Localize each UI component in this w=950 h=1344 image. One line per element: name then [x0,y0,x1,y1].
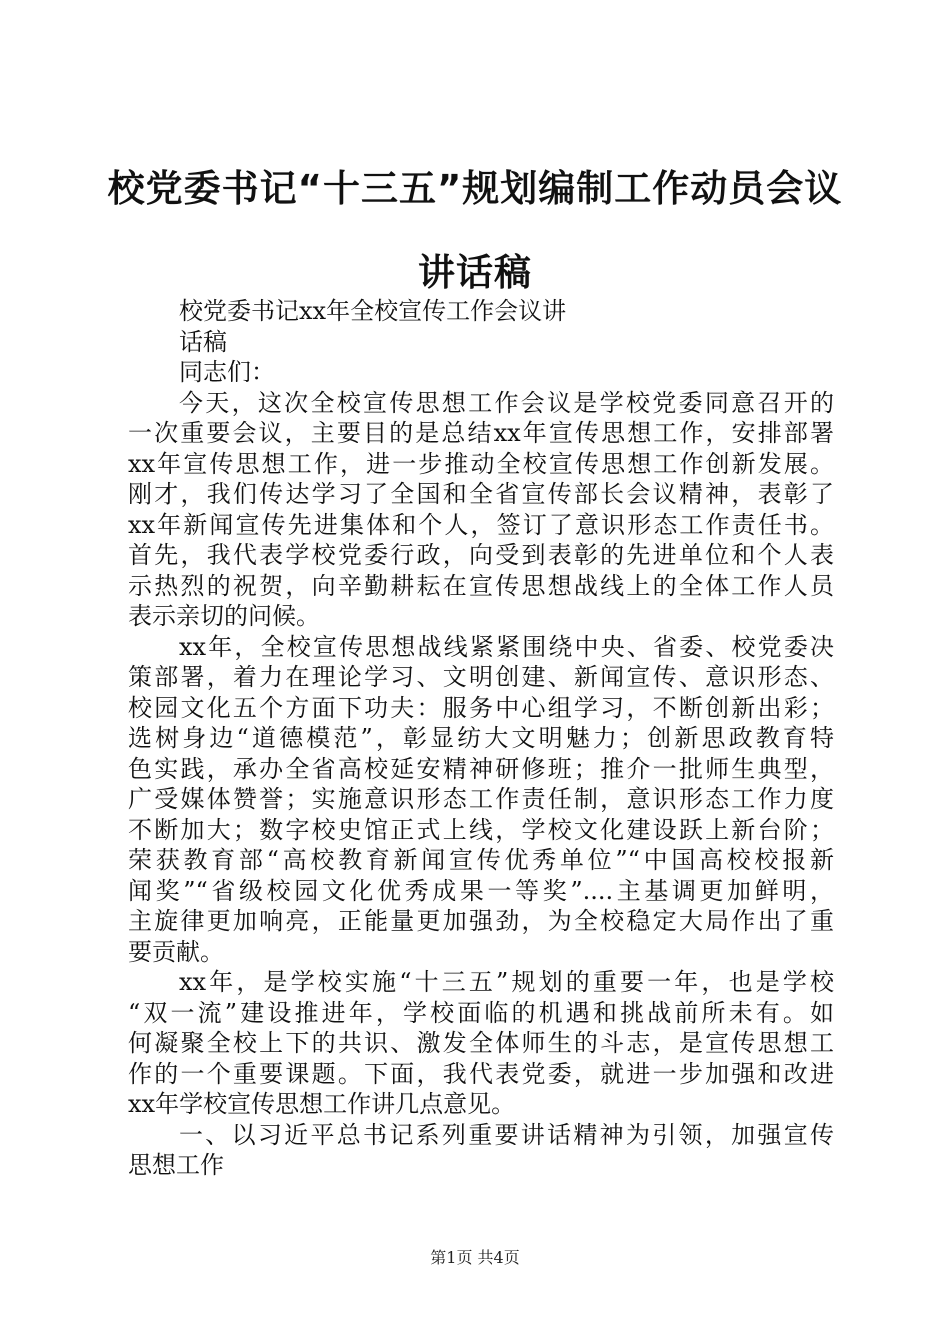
body-line: 一次重要会议，主要目的是总结xx年宣传思想工作，安排部署 [128,419,834,447]
page-footer: 第1页 共4页 [430,1248,520,1267]
body-line: xx年，是学校实施“十三五”规划的重要一年，也是学校 [179,968,834,996]
body-line: 示热烈的祝贺，向辛勤耕耘在宣传思想战线上的全体工作人员 [128,571,834,600]
body-line: 一、以习近平总书记系列重要讲话精神为引领，加强宣传 [179,1120,834,1149]
body-line: “双一流”建设推进年，学校面临的机遇和挑战前所未有。如 [128,998,834,1027]
document-title-line-2: 讲话稿 [418,251,532,294]
body-line: 何凝聚全校上下的共识、激发全体师生的斗志，是宣传思想工 [128,1029,834,1057]
body-line: 闻奖”“省级校园文化优秀成果一等奖”....主基调更加鲜明， [128,876,834,905]
body-line: 荣获教育部“高校教育新闻宣传优秀单位”“中国高校校报新 [128,846,834,874]
body-line: 不断加大；数字校史馆正式上线，学校文化建设跃上新台阶； [128,815,834,844]
body-line: 思想工作 [128,1151,224,1179]
body-line: 话稿 [179,327,227,356]
body-line: 同志们： [179,358,275,386]
document-title-line-1: 校党委书记“十三五”规划编制工作动员会议 [107,167,843,210]
body-line: 校党委书记xx年全校宣传工作会议讲 [179,297,567,325]
body-line: 校园文化五个方面下功夫：服务中心组学习，不断创新出彩； [128,693,834,722]
body-line: 选树身边“道德模范”，彰显纺大文明魅力；创新思政教育特 [128,724,834,752]
body-line: 今天，这次全校宣传思想工作会议是学校党委同意召开的 [179,388,834,417]
body-line: 色实践，承办全省高校延安精神研修班；推介一批师生典型， [128,754,834,783]
body-line: xx年新闻宣传先进集体和个人，签订了意识形态工作责任书。 [128,510,834,539]
body-line: 策部署，着力在理论学习、文明创建、新闻宣传、意识形态、 [128,663,834,691]
body-line: xx年，全校宣传思想战线紧紧围绕中央、省委、校党委决 [179,632,834,661]
body-line: 要贡献。 [128,937,224,966]
body-line: xx年宣传思想工作，进一步推动全校宣传思想工作创新发展。 [128,449,834,478]
body-line: 主旋律更加响亮，正能量更加强劲，为全校稳定大局作出了重 [128,907,834,935]
body-line: xx年学校宣传思想工作讲几点意见。 [128,1090,516,1118]
body-line: 作的一个重要课题。下面，我代表党委，就进一步加强和改进 [128,1059,834,1088]
body-line: 表示亲切的问候。 [128,602,320,630]
body-line: 刚才，我们传达学习了全国和全省宣传部长会议精神，表彰了 [128,480,834,508]
body-line: 广受媒体赞誉；实施意识形态工作责任制，意识形态工作力度 [128,785,834,813]
document-body [128,296,834,1181]
body-line: 首先，我代表学校党委行政，向受到表彰的先进单位和个人表 [128,541,834,569]
